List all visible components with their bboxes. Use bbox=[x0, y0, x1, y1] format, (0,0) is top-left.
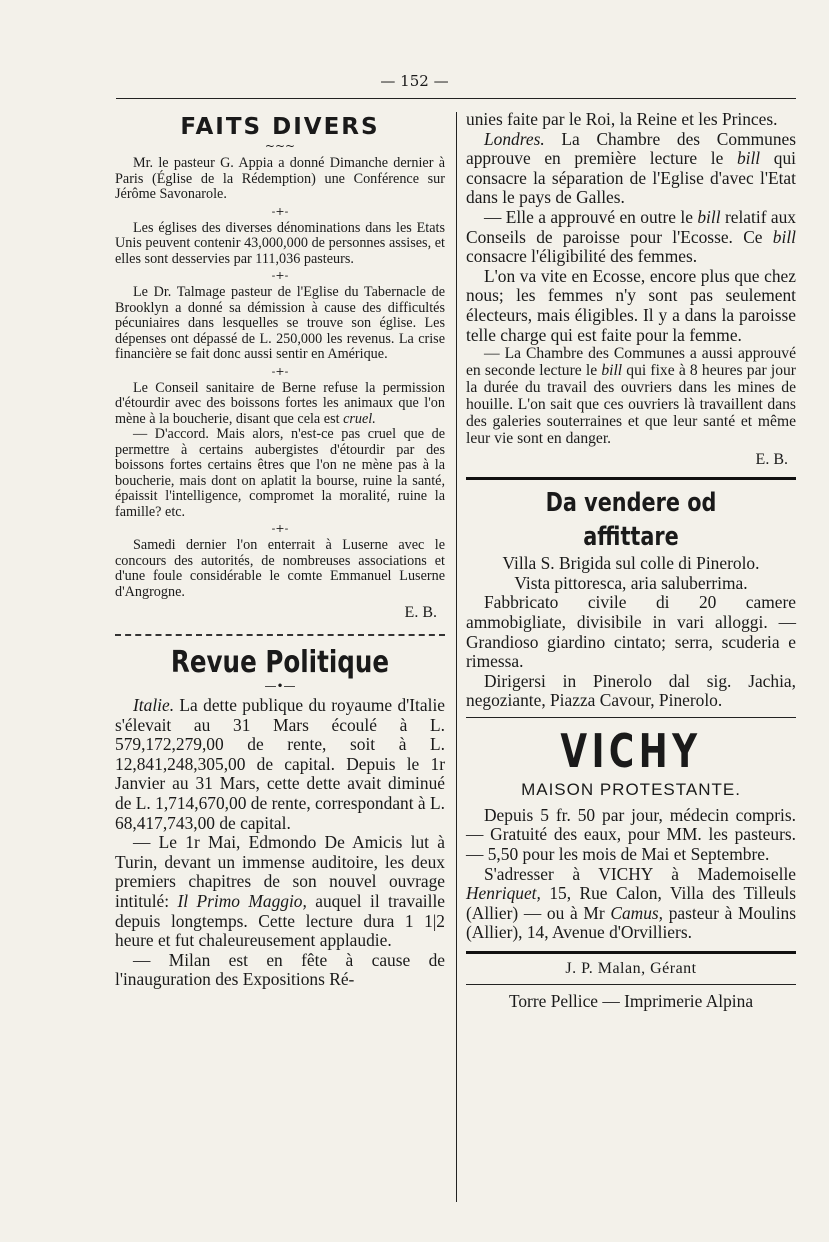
paragraph-londres: Londres. La Chambre des Communes approuve en première lecture le bill qui consacre la séparation de l'Eglise d'avec l'Etat dans le pays de Galles. bbox=[466, 128, 796, 208]
ad-vista-line: Vista pittoresca, aria saluberrima. bbox=[514, 572, 748, 593]
signature: E. B. bbox=[404, 604, 437, 621]
paragraph-daccord: — D'accord. Mais alors, n'est-ce pas cruel que de permettre à certains aubergistes d'étourdir par des boissons fortes certains êtres que l'on ne mène pas à la boucherie, mais dont on aplatit la bourse, ruine la santé, épaissit l'intelligence, compromet la moralité, ruine la famille? etc. bbox=[115, 426, 445, 520]
paragraph-unies: unies faite par le Roi, la Reine et les Princes. bbox=[466, 109, 778, 129]
heavy-divider bbox=[466, 951, 796, 954]
paragraph-amicis: — Le 1r Mai, Edmondo De Amicis lut à Turin, devant un immense auditoire, les deux premiers chapitres de son nouvel ouvrage intitulé: Il Primo Maggio, auquel il travaille depuis longtemps. Cette lecture dura 1 1|2 heure et fut chaleureusement applaudie. bbox=[115, 832, 446, 951]
dashed-divider bbox=[115, 634, 445, 636]
vichy-title: VICHY bbox=[560, 723, 702, 778]
paragraph-berne: Le Conseil sanitaire de Berne refuse la permission d'étourdir avec des boissons fortes les animaux que l'on mène à la boucherie, disant que cela est cruel. bbox=[115, 379, 445, 427]
ad-fabbricato: Fabbricato civile di 20 camere ammobigliate, divisibile in vari alloggi. — Grandioso giardino cintato; serra, scuderia e rimessa. bbox=[466, 592, 796, 672]
vichy-contact: S'adresser à VICHY à Mademoiselle Henriquet, 15, Rue Calon, Villa des Tilleuls (Allier) — ou à Mr Camus, pasteur à Moulins (Allier), 14, Avenue d'Orvilliers. bbox=[466, 863, 796, 943]
page-number: — 152 — bbox=[380, 72, 449, 90]
paragraph-ecosse-femmes: L'on va vite en Ecosse, encore plus que chez nous; les femmes n'y sont pas seulement électeurs, mais éligibles. Il y a dans la paroisse telle charge qui est faite pour la femme. bbox=[466, 265, 796, 345]
heavy-divider bbox=[466, 477, 796, 480]
paragraph-milan: — Milan est en fête à cause de l'inauguration des Expositions Ré- bbox=[115, 949, 445, 990]
separator: -+- bbox=[271, 269, 289, 282]
divider bbox=[466, 984, 796, 985]
column-rule bbox=[456, 112, 457, 1202]
revue-politique-title: Revue Politique bbox=[170, 645, 390, 680]
separator: -+- bbox=[271, 522, 289, 535]
paragraph-ecosse-bill: — Elle a approuvé en outre le bill relatif aux Conseils de paroisse pour l'Ecosse. Ce bill consacre l'éligibilité des femmes. bbox=[466, 206, 796, 267]
paragraph-eglises: Les églises des diverses dénominations dans les Etats Unis peuvent contenir 43,000,000 de personnes assises, et elles sont desservies par 111,036 pasteurs. bbox=[115, 219, 445, 267]
paragraph-italie: Italie. La dette publique du royaume d'Italie s'élevait au 31 Mars écoulé à L. 579,172,279,00 de rente, soit à L. 12,841,248,305,00 de capital. Depuis le 1r Janvier au 31 Mars, cette dette avait diminué de L. 1,714,670,00 de rente, correspondant à L. 68,417,743,00 de capital. bbox=[115, 695, 445, 833]
title-ornament: ~~~ bbox=[264, 139, 296, 153]
faits-divers-title: FAITS DIVERS bbox=[180, 114, 380, 140]
paragraph-houille: — La Chambre des Communes a aussi approuvé en seconde lecture le bill qui fixe à 8 heures par jour la durée du travail des ouvriers dans les mines de houille. L'on sait que ces ouvriers là travaillent dans des galeries souterraines et que leur santé et même leur vie sont en danger. bbox=[466, 345, 796, 448]
maison-protestante: MAISON PROTESTANTE. bbox=[521, 779, 741, 799]
separator: -+- bbox=[271, 204, 289, 218]
vendere-title: Da vendere od affittare bbox=[545, 488, 717, 553]
gerant-line: J. P. Malan, Gérant bbox=[565, 960, 697, 978]
printer-footer: Torre Pellice — Imprimerie Alpina bbox=[508, 991, 754, 1012]
title-ornament: —•— bbox=[264, 679, 296, 693]
paragraph-appia: Mr. le pasteur G. Appia a donné Dimanche dernier à Paris (Église de la Rédemption) une Conférence sur Jérôme Savonarole. bbox=[115, 155, 445, 202]
signature: E. B. bbox=[755, 451, 788, 469]
ad-villa-line: Villa S. Brigida sul colle di Pinerolo. bbox=[502, 553, 760, 574]
right-column bbox=[466, 110, 796, 1012]
paragraph-talmage: Le Dr. Talmage pasteur de l'Eglise du Tabernacle de Brooklyn a donné sa démission à cause des difficultés pécuniaires dans lesquelles se trouve son église. Les dépenses ont dépassé de L. 250,000 les revenus. La crise financière se fait donc aussi sentir en Amérique. bbox=[115, 284, 445, 362]
paragraph-luserne: Samedi dernier l'on enterrait à Luserne avec le concours des autorités, de nombreuses associations et d'une foule considérable le comte Emmanuel Luserne d'Angrogne. bbox=[115, 537, 445, 600]
divider bbox=[466, 717, 796, 718]
top-rule bbox=[116, 98, 796, 99]
ad-dirigersi: Dirigersi in Pinerolo dal sig. Jachia, negoziante, Piazza Cavour, Pinerolo. bbox=[466, 670, 796, 711]
vichy-prices: Depuis 5 fr. 50 par jour, médecin compris. — Gratuité des eaux, pour MM. les pasteurs. — 5,50 pour les mois de Mai et Septembre. bbox=[466, 804, 796, 865]
left-column bbox=[115, 110, 445, 990]
separator: -+- bbox=[271, 364, 289, 378]
